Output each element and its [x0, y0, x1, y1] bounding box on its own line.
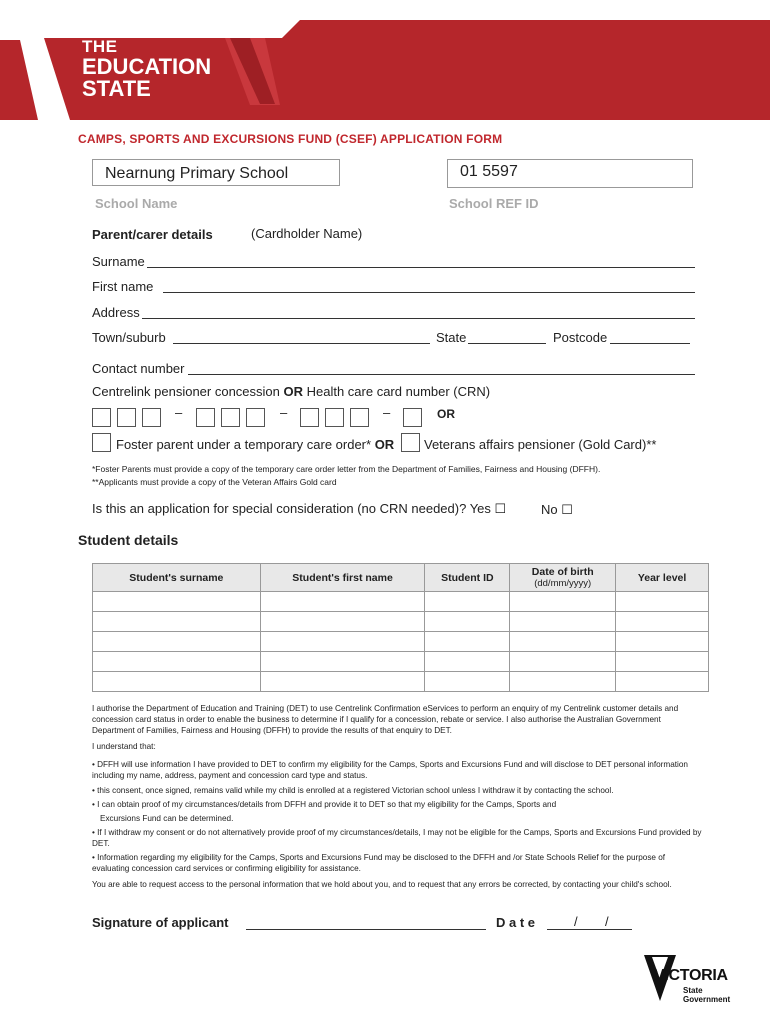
understand-label: I understand that:: [92, 742, 156, 751]
concession-label: [92, 384, 490, 399]
crn-dash-1: –: [175, 405, 183, 420]
victoria-sub-2: Government: [683, 995, 731, 1004]
foster-label: [116, 437, 394, 452]
contact-line[interactable]: [188, 374, 695, 375]
date-label: D a t e: [496, 915, 536, 930]
form-title: CAMPS, SPORTS AND EXCURSIONS FUND (CSEF) APPLICATION FORM: [78, 132, 503, 146]
cell[interactable]: [93, 612, 261, 632]
date-slash-1: /: [574, 914, 578, 929]
state-label: State: [436, 330, 467, 345]
special-consideration-no[interactable]: No ☐: [541, 502, 573, 517]
cell[interactable]: [93, 632, 261, 652]
cell[interactable]: [260, 632, 425, 652]
victoria-sub-1: State: [683, 986, 703, 995]
cell[interactable]: [510, 672, 616, 692]
cell[interactable]: [260, 672, 425, 692]
special-consideration-label[interactable]: Is this an application for special consideration (no CRN needed)? Yes ☐: [92, 501, 507, 516]
foster-checkbox[interactable]: [92, 433, 111, 452]
col-student-id: Student ID: [425, 564, 510, 592]
logo-line2: EDUCATION: [82, 54, 212, 79]
student-table: [92, 563, 709, 692]
foster-text: Foster parent under a temporary care order*: [116, 437, 375, 452]
student-table-header: [93, 564, 709, 592]
logo-line1: THE: [82, 37, 118, 56]
bullet-3-cont: Excursions Fund can be determined.: [100, 814, 234, 823]
state-line[interactable]: [468, 343, 546, 344]
first-name-label: First name: [92, 279, 154, 294]
address-line[interactable]: [142, 318, 695, 319]
veterans-note: **Applicants must provide a copy of the Veteran Affairs Gold card: [92, 477, 337, 487]
cell[interactable]: [616, 592, 709, 612]
bullet-3: • I can obtain proof of my circumstances/details from DFFH and provide it to DET so that my eligibility for the Camps, Sports and: [92, 800, 557, 809]
cell[interactable]: [510, 652, 616, 672]
first-name-line[interactable]: [163, 292, 695, 293]
cell[interactable]: [93, 592, 261, 612]
concession-or: OR: [283, 384, 303, 399]
crn-box-9[interactable]: [350, 408, 369, 427]
victoria-sub: [683, 986, 730, 1004]
address-label: Address: [92, 305, 140, 320]
col-first-name: Student's first name: [260, 564, 425, 592]
cell[interactable]: [616, 672, 709, 692]
town-label: Town/suburb: [92, 330, 166, 345]
crn-box-1[interactable]: [92, 408, 111, 427]
table-row: [93, 632, 709, 652]
table-row: [93, 612, 709, 632]
cell[interactable]: [260, 612, 425, 632]
cell[interactable]: [616, 612, 709, 632]
surname-line[interactable]: [147, 267, 695, 268]
cell[interactable]: [510, 592, 616, 612]
crn-or-label: OR: [437, 407, 455, 421]
crn-box-4[interactable]: [196, 408, 215, 427]
cell[interactable]: [425, 592, 510, 612]
victoria-name: VICTORIA: [654, 967, 728, 984]
crn-box-3[interactable]: [142, 408, 161, 427]
cell[interactable]: [260, 592, 425, 612]
school-ref-field[interactable]: 01 5597: [447, 159, 693, 188]
parent-heading-note: (Cardholder Name): [251, 226, 363, 241]
bullet-1: • DFFH will use information I have provided to DET to confirm my eligibility for the Camps, Sports and Excursions Fund and will disclose to DET personal information including my name, address, payment and concession card type and status.: [92, 760, 688, 780]
authorisation-paragraph: I authorise the Department of Education and Training (DET) to use Centrelink Confirmation eServices to perform an enquiry of my Centrelink customer details and concession card status in order to enable the business to determine if I qualify for a concession, rebate or service. I also authorise the Australian Government Department of Families, Fairness and Housing (DFFH) to provide the results of that enquiry to DET.: [92, 704, 679, 735]
cell[interactable]: [260, 652, 425, 672]
bullet-4: • If I withdraw my consent or do not alternatively provide proof of my circumstances/details, I may not be eligible for the Camps, Sports and Excursions Fund provided by DET.: [92, 828, 702, 848]
table-row: [93, 592, 709, 612]
school-name-caption: School Name: [95, 196, 178, 211]
banner-left-shape: [0, 40, 38, 120]
cell[interactable]: [93, 672, 261, 692]
crn-box-6[interactable]: [246, 408, 265, 427]
cell[interactable]: [425, 632, 510, 652]
logo-line3: STATE: [82, 76, 151, 101]
col-dob-format: (dd/mm/yyyy): [534, 577, 592, 589]
table-row: [93, 672, 709, 692]
veterans-label: Veterans affairs pensioner (Gold Card)**: [424, 437, 657, 452]
crn-dash-3: –: [383, 405, 391, 420]
cell[interactable]: [425, 612, 510, 632]
signature-label: Signature of applicant: [92, 915, 229, 930]
signature-line[interactable]: [246, 929, 486, 930]
cell[interactable]: [510, 612, 616, 632]
student-heading: Student details: [78, 532, 179, 548]
col-year-level: Year level: [616, 564, 709, 592]
crn-dash-2: –: [280, 405, 288, 420]
date-line[interactable]: [547, 929, 632, 930]
access-paragraph: You are able to request access to the personal information that we hold about you, and to request that any errors be corrected, by contacting your child's school.: [92, 880, 672, 889]
crn-box-7[interactable]: [300, 408, 319, 427]
bullet-2: • this consent, once signed, remains valid while my child is enrolled at a registered Victorian school unless I withdraw it by contacting the school.: [92, 786, 614, 795]
foster-note: *Foster Parents must provide a copy of the temporary care order letter from the Department of Families, Fairness and Housing (DFFH).: [92, 464, 601, 474]
crn-box-8[interactable]: [325, 408, 344, 427]
col-surname: Student's surname: [93, 564, 261, 592]
cell[interactable]: [425, 652, 510, 672]
col-dob: [510, 564, 616, 592]
bullet-5: • Information regarding my eligibility for the Camps, Sports and Excursions Fund may be disclosed to the DFFH and /or State Schools Relief for the purpose of evaluating concession card services or confirming eligibility for assistance.: [92, 853, 666, 873]
crn-box-5[interactable]: [221, 408, 240, 427]
cell[interactable]: [616, 632, 709, 652]
parent-heading: Parent/carer details: [92, 227, 213, 242]
cell[interactable]: [93, 652, 261, 672]
cell[interactable]: [510, 632, 616, 652]
contact-label: Contact number: [92, 361, 185, 376]
crn-box-10[interactable]: [403, 408, 422, 427]
date-slash-2: /: [605, 914, 609, 929]
surname-label: Surname: [92, 254, 145, 269]
postcode-line[interactable]: [610, 343, 690, 344]
concession-pre: Centrelink pensioner concession: [92, 384, 284, 399]
town-line[interactable]: [173, 343, 430, 344]
concession-post: Health care card number (CRN): [303, 384, 491, 399]
foster-or: OR: [374, 437, 395, 452]
cell[interactable]: [425, 672, 510, 692]
school-name-field[interactable]: Nearnung Primary School: [92, 159, 340, 186]
cell[interactable]: [616, 652, 709, 672]
postcode-label: Postcode: [553, 330, 608, 345]
table-row: [93, 652, 709, 672]
education-state-logo: [82, 38, 211, 100]
col-dob-title: Date of birth: [531, 565, 594, 578]
veterans-checkbox[interactable]: [401, 433, 420, 452]
school-ref-caption: School REF ID: [449, 196, 539, 211]
crn-box-2[interactable]: [117, 408, 136, 427]
